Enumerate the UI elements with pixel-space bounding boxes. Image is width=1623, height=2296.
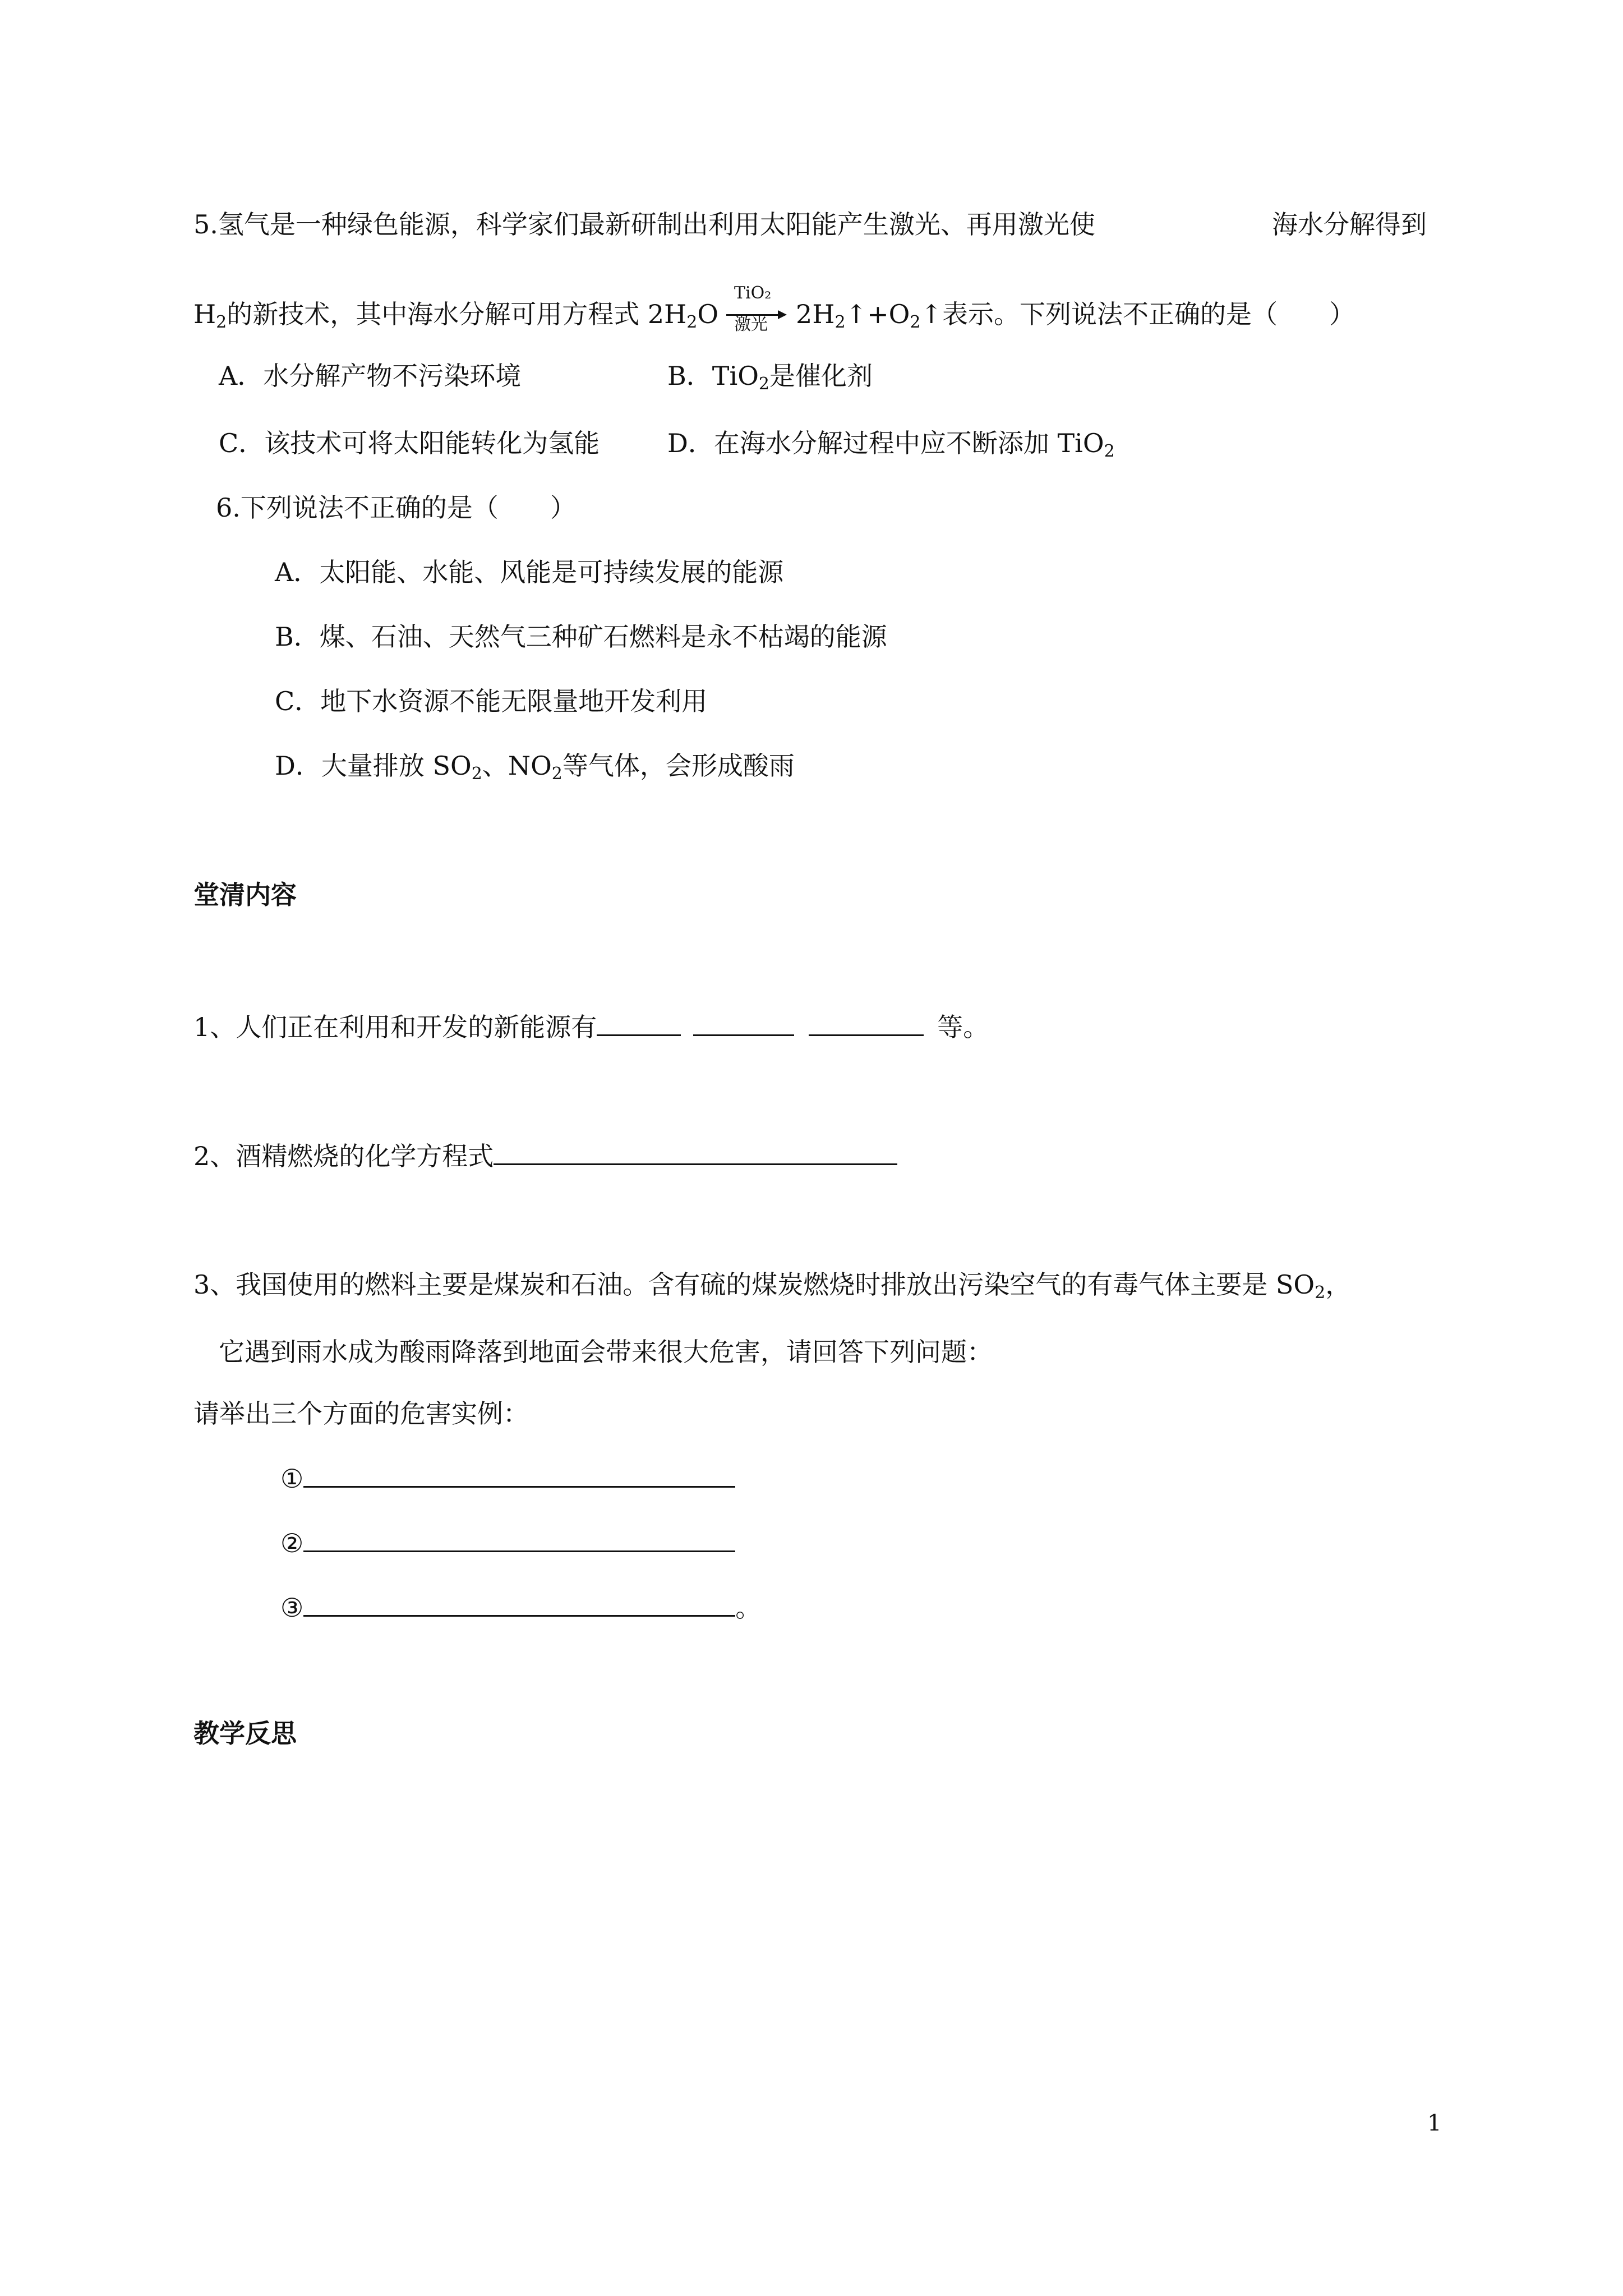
section-heading-teaching-reflection: 教学反思 [193, 1718, 297, 1749]
q6-option-a-text: A．太阳能、水能、风能是可持续发展的能源 [275, 557, 784, 587]
item-marker-1: ① [280, 1464, 304, 1494]
item-marker-2: ② [280, 1528, 304, 1558]
exercise-3-item-2 [280, 1526, 735, 1560]
q5-option-c [219, 426, 600, 460]
reaction-catalyst: TiO₂ [734, 283, 772, 303]
exercise-1 [193, 1010, 989, 1044]
q5-stem-part2: 海水分解得到 [1272, 209, 1427, 240]
q6-option-c [275, 684, 707, 718]
page-number: 1 [1427, 2110, 1442, 2136]
q5-water-o: O [697, 299, 719, 329]
q6-stem [216, 491, 576, 524]
q6-option-a [275, 555, 783, 589]
q5-option-b-text: B．TiO [667, 361, 759, 391]
q5-line2 [193, 283, 1355, 334]
q5-option-b-tail: 是催化剂 [769, 361, 873, 391]
q5-option-b-sub: 2 [758, 374, 770, 394]
exercise-3-line1 [193, 1268, 1351, 1301]
q5-option-d-text: D．在海水分解过程中应不断添加 TiO [667, 428, 1104, 458]
item-3-period: 。 [735, 1593, 762, 1623]
section-heading-class-check: 堂清内容 [193, 880, 297, 910]
q6-option-d-sub1: 2 [471, 764, 482, 784]
q6-option-b-text: B．煤、石油、天然气三种矿石燃料是永不枯竭的能源 [275, 622, 887, 652]
q5-line1 [193, 208, 1095, 241]
q5-h-sub: 2 [216, 312, 227, 332]
q6-option-d-part1: D．大量排放 SO [275, 751, 472, 781]
q5-product1: 2H [796, 299, 835, 329]
exercise-2-blank[interactable] [494, 1139, 897, 1165]
exercise-3-text: 3、我国使用的燃料主要是煤炭和石油。含有硫的煤炭燃烧时排放出污染空气的有毒气体主要是 SO [193, 1269, 1315, 1300]
q5-water-sub: 2 [686, 312, 698, 332]
q6-option-d-sub2: 2 [551, 764, 562, 784]
q5-equation-lead: 的新技术，其中海水分解可用方程式 2H [227, 299, 687, 329]
exercise-1-blank-3[interactable] [809, 1010, 924, 1036]
q5-option-c-text: C．该技术可将太阳能转化为氢能 [219, 428, 600, 458]
reaction-arrow-icon [726, 283, 788, 334]
exercise-3-line3-text: 请举出三个方面的危害实例： [193, 1398, 529, 1429]
q5-line1-end [1272, 208, 1427, 241]
item-marker-3: ③ [280, 1593, 304, 1623]
exercise-2-text: 2、酒精燃烧的化学方程式 [193, 1141, 494, 1171]
exercise-3-item-3 [280, 1590, 761, 1625]
q6-option-b [275, 620, 887, 654]
exercise-3-line2-text: 它遇到雨水成为酸雨降落到地面会带来很大危害，请回答下列问题： [219, 1337, 993, 1367]
q5-h: H [193, 299, 216, 329]
q6-stem-text: 6.下列说法不正确的是（ ） [216, 493, 576, 523]
q5-option-b [667, 359, 873, 393]
exercise-3-tail: ， [1325, 1269, 1352, 1300]
q6-option-d [275, 749, 795, 783]
q5-product2: ↑+O [845, 299, 910, 329]
exercise-2 [193, 1139, 897, 1173]
answer-blank-1[interactable] [303, 1461, 735, 1488]
exercise-1-blank-1[interactable] [597, 1010, 681, 1036]
q5-option-d [667, 426, 1115, 460]
exercise-3-line2 [219, 1335, 993, 1369]
q5-option-a [219, 359, 521, 393]
exercise-3-line3 [193, 1397, 529, 1430]
q5-question: ↑表示。下列说法不正确的是（ ） [920, 299, 1355, 329]
q5-product1-sub: 2 [834, 312, 846, 332]
exercise-3-sub: 2 [1315, 1283, 1326, 1303]
q5-product2-sub: 2 [910, 312, 921, 332]
exercise-1-tail: 等。 [937, 1012, 989, 1042]
q5-stem-part1: 5.氢气是一种绿色能源，科学家们最新研制出利用太阳能产生激光、再用激光使 [193, 209, 1095, 240]
exercise-3-item-1 [280, 1461, 735, 1496]
q5-option-a-text: A．水分解产物不污染环境 [219, 361, 522, 391]
q6-option-c-text: C．地下水资源不能无限量地开发利用 [275, 686, 708, 716]
answer-blank-3[interactable] [303, 1590, 735, 1617]
q6-option-d-part3: 等气体，会形成酸雨 [562, 751, 795, 781]
exercise-1-blank-2[interactable] [693, 1010, 794, 1036]
exercise-1-text: 1、人们正在利用和开发的新能源有 [193, 1012, 597, 1042]
reaction-condition: 激光 [734, 315, 768, 334]
q6-option-d-part2: 、NO [482, 751, 552, 781]
answer-blank-2[interactable] [303, 1526, 735, 1552]
q5-option-d-sub: 2 [1104, 441, 1115, 461]
